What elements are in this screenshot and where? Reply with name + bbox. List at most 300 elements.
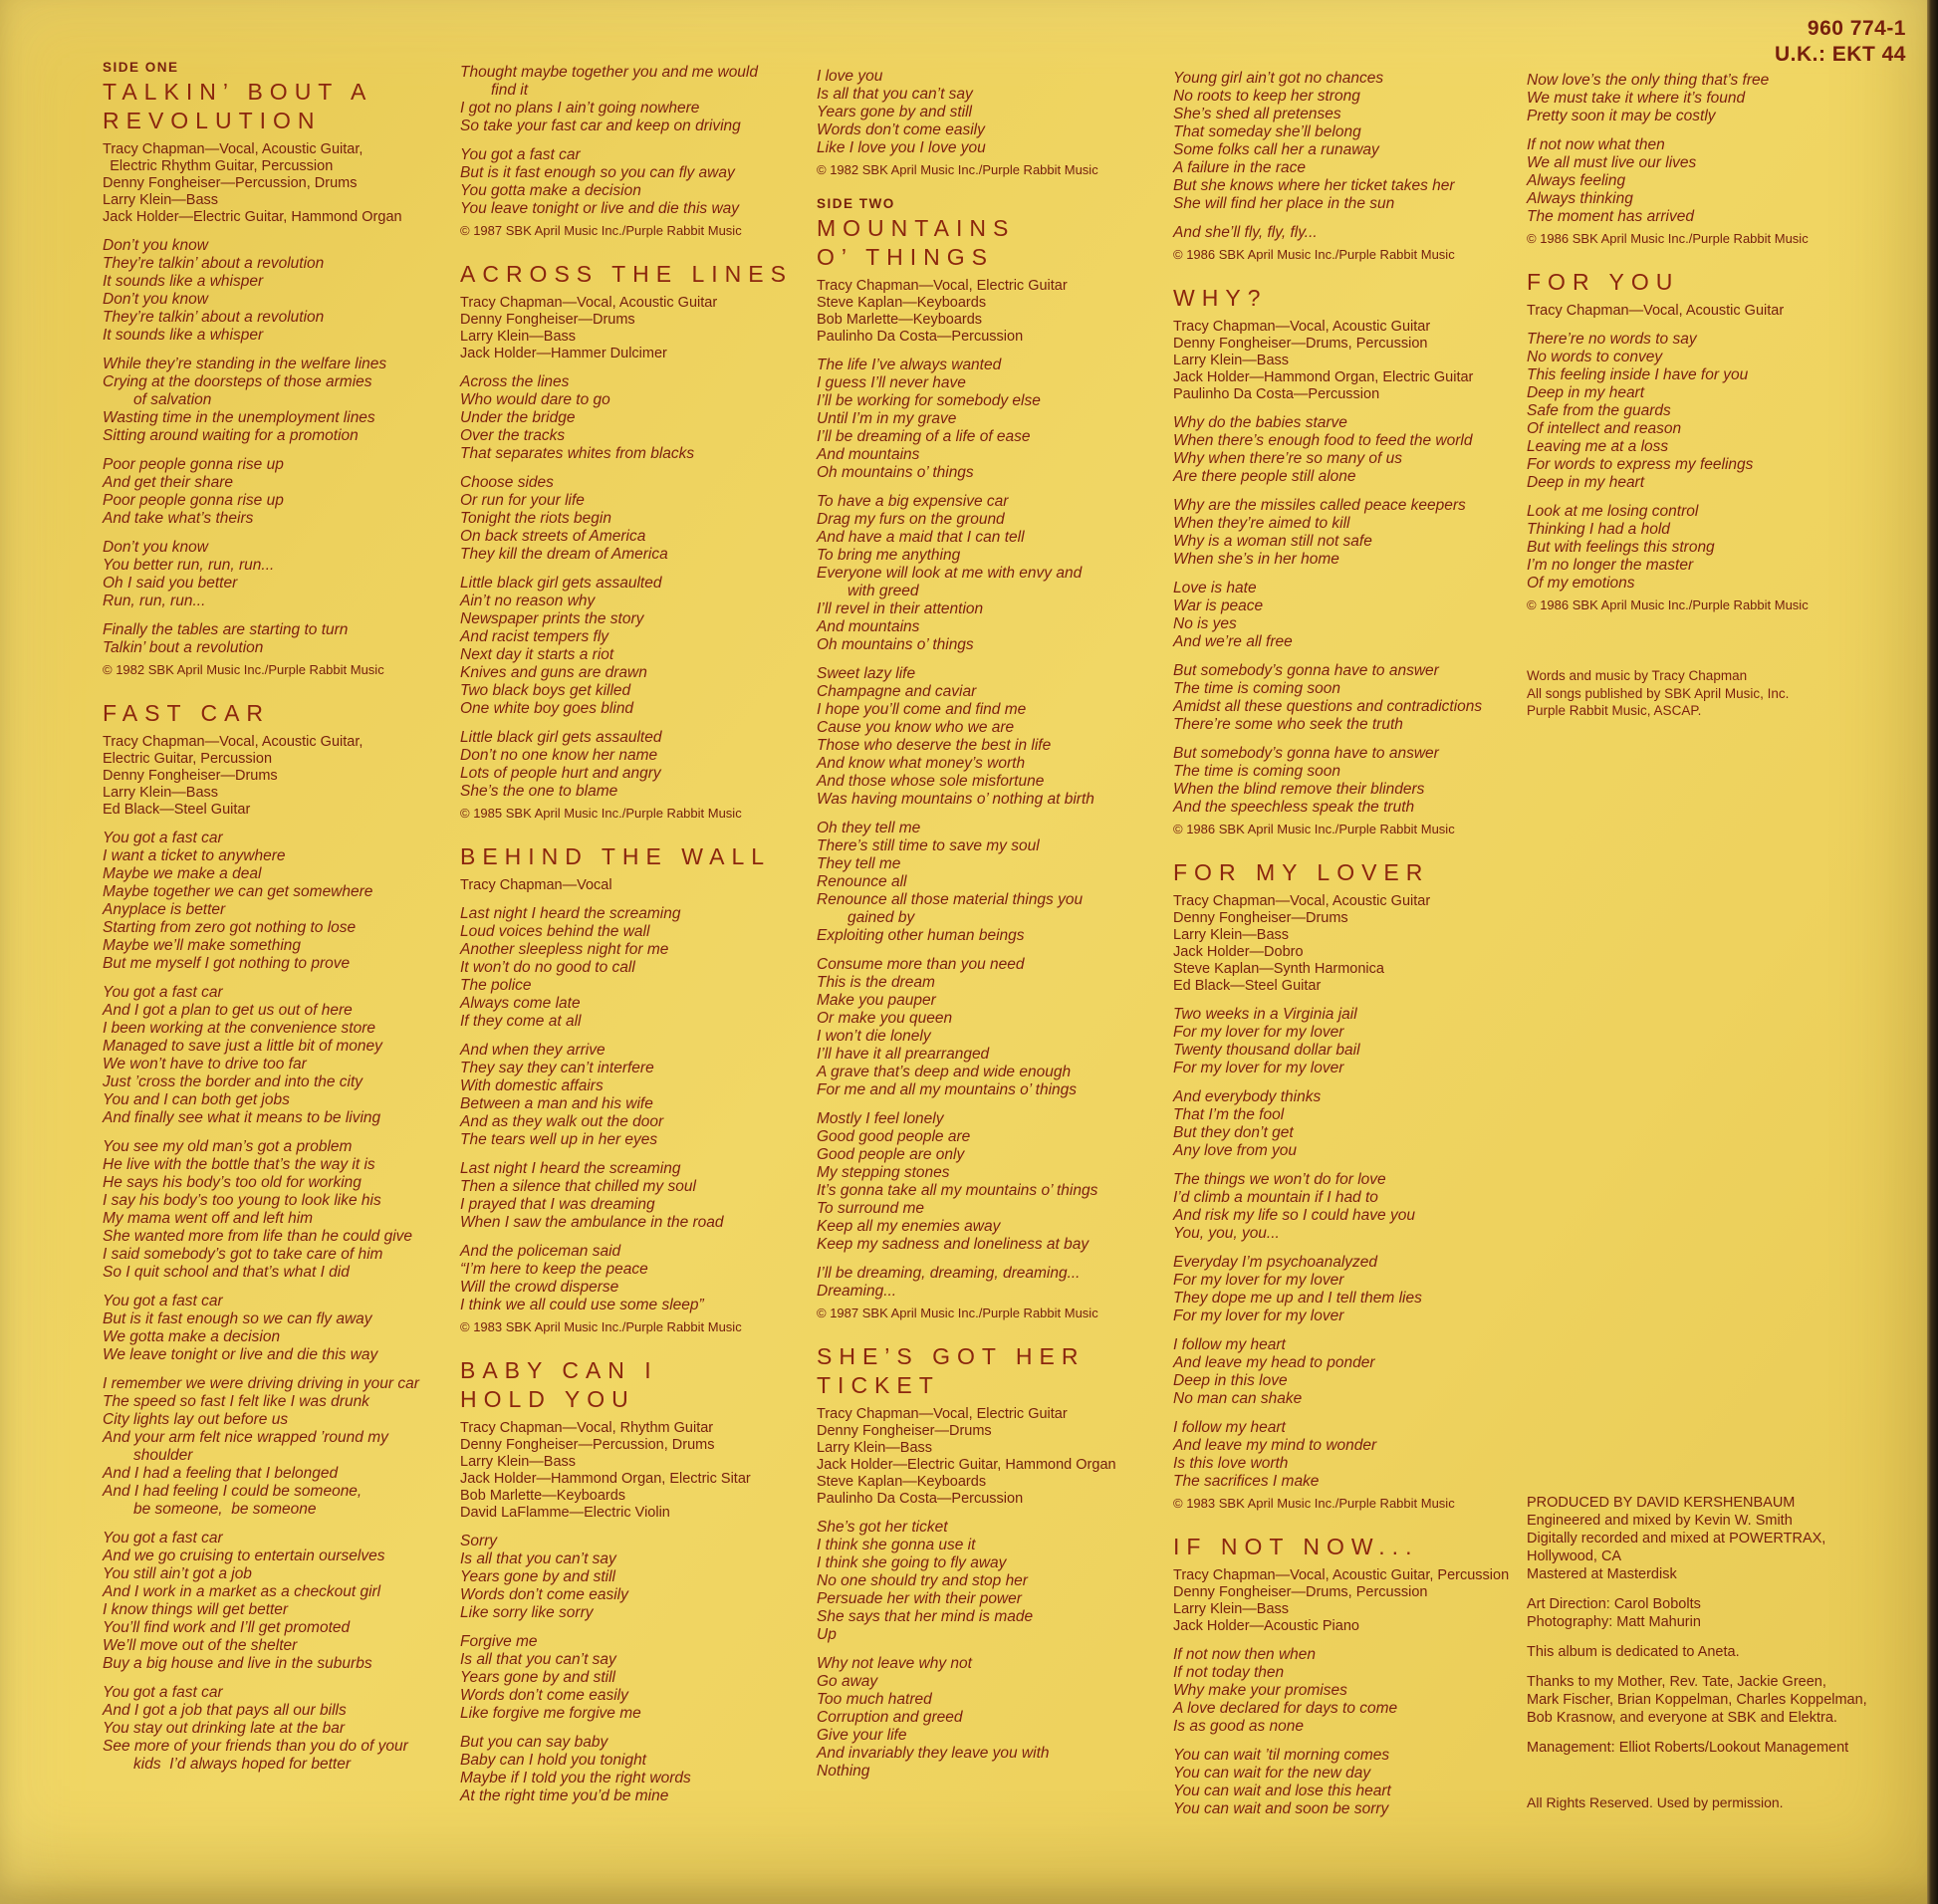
copyright-line: © 1986 SBK April Music Inc./Purple Rabbit Music: [1527, 597, 1809, 612]
lyric-line: Like I love you I love you: [817, 139, 986, 156]
song-credits: [103, 141, 457, 226]
lyric-line: Are there people still alone: [1173, 468, 1356, 485]
publishing-note-line: Words and music by Tracy Chapman: [1527, 668, 1748, 683]
lyric-line: Leaving me at a loss: [1527, 438, 1669, 455]
lyric-stanza: [1173, 1747, 1528, 1818]
lyric-line: I’ll be working for somebody else: [817, 392, 1041, 409]
lyric-stanza: [460, 1533, 815, 1622]
lyric-line: When I saw the ambulance in the road: [460, 1214, 724, 1231]
lyric-line: Oh they tell me: [817, 820, 921, 836]
recording-credit: Digitally recorded and mixed at POWERTRAX,: [1527, 1531, 1826, 1547]
lyric-stanza: [1173, 1336, 1528, 1408]
lyric-line: Amidst all these questions and contradictions: [1173, 698, 1483, 715]
lyric-stanza: [460, 146, 815, 218]
credit-line: Denny Fongheiser—Drums, Percussion: [1173, 336, 1428, 352]
lyric-line: And invariably they leave you with: [817, 1745, 1050, 1762]
lyric-line: Make you pauper: [817, 992, 936, 1009]
copyright-line: © 1986 SBK April Music Inc./Purple Rabbit Music: [1527, 231, 1809, 246]
lyric-stanza: [817, 1519, 1171, 1644]
lyric-line: And we go cruising to entertain ourselves: [103, 1547, 385, 1564]
text-column-4: [1173, 70, 1528, 1818]
lyric-line: A failure in the race: [1173, 159, 1306, 176]
lyric-line: Lots of people hurt and angry: [460, 765, 661, 782]
lyric-line: But they don’t get: [1173, 1124, 1294, 1141]
lyric-line: Ain’t no reason why: [460, 593, 596, 609]
lyric-stanza: [1173, 1088, 1528, 1160]
lyric-stanza: [1173, 745, 1528, 817]
lyric-line: shoulder: [103, 1447, 193, 1464]
lyric-line: Twenty thousand dollar bail: [1173, 1042, 1360, 1059]
lyric-line: Like forgive me forgive me: [460, 1705, 641, 1722]
lyric-line: And I got a plan to get us out of here: [103, 1002, 353, 1019]
copyright-line: © 1982 SBK April Music Inc./Purple Rabbit Music: [817, 162, 1098, 177]
lyric-line: Keep my sadness and loneliness at bay: [817, 1236, 1090, 1253]
photography-credit: Photography: Matt Mahurin: [1527, 1614, 1701, 1630]
lyric-line: Finally the tables are starting to turn: [103, 621, 349, 638]
lyric-line: If not now then when: [1173, 1646, 1317, 1663]
lyric-line: And leave my head to ponder: [1173, 1354, 1375, 1371]
lyric-line: And leave my mind to wonder: [1173, 1437, 1377, 1454]
lyric-line: Everyday I’m psychoanalyzed: [1173, 1254, 1378, 1271]
lyric-stanza: [460, 729, 815, 801]
lyric-stanza: [1173, 1006, 1528, 1077]
lyric-line: I won’t die lonely: [817, 1028, 931, 1045]
credit-line: Denny Fongheiser—Drums: [103, 768, 278, 784]
lyric-line: Up: [817, 1626, 837, 1643]
lyric-stanza: [1527, 72, 1881, 125]
lyric-stanza: [460, 1633, 815, 1723]
credit-line: Tracy Chapman—Vocal: [460, 877, 612, 893]
lyric-stanza: [817, 1265, 1171, 1301]
lyric-line: She’s got her ticket: [817, 1519, 948, 1536]
lyric-line: Will the crowd disperse: [460, 1279, 619, 1296]
lyric-line: Years gone by and still: [460, 1568, 615, 1585]
lyric-line: I’ll revel in their attention: [817, 600, 984, 617]
song-credits: [460, 1420, 815, 1522]
lyric-stanza: [103, 830, 457, 973]
lyric-line: Then a silence that chilled my soul: [460, 1178, 696, 1195]
lyric-line: The sacrifices I make: [1173, 1473, 1320, 1490]
lyric-line: And your arm felt nice wrapped ’round my: [103, 1429, 388, 1446]
lyric-line: For my lover for my lover: [1173, 1024, 1344, 1041]
lyric-line: Now love’s the only thing that’s free: [1527, 72, 1770, 89]
credit-line: Larry Klein—Bass: [817, 1440, 933, 1456]
lyric-stanza: [1173, 224, 1528, 242]
song-credits: [817, 1406, 1171, 1508]
lyric-line: And those whose sole misfortune: [817, 773, 1045, 790]
art-credits-group: [1527, 1595, 1925, 1631]
lyric-line: I follow my heart: [1173, 1419, 1286, 1436]
lyric-line: They kill the dream of America: [460, 546, 668, 563]
lyric-line: I say his body’s too young to look like his: [103, 1192, 381, 1209]
side-label: SIDE ONE: [103, 60, 179, 75]
lyric-line: And mountains: [817, 446, 920, 463]
song-title: [460, 260, 815, 289]
lyric-stanza: [1527, 503, 1881, 593]
lyric-stanza: [1527, 136, 1881, 226]
song-credits: [1173, 1567, 1528, 1635]
catalog-number-uk: U.K.: EKT 44: [1774, 43, 1906, 66]
lyric-line: And everybody thinks: [1173, 1088, 1322, 1105]
credit-line: Jack Holder—Hammond Organ, Electric Sitar: [460, 1471, 751, 1487]
lyric-line: I think we all could use some sleep”: [460, 1297, 704, 1313]
lyric-line: You, you, you...: [1173, 1225, 1280, 1242]
lyric-stanza: [103, 456, 457, 528]
lyric-line: Some folks call her a runaway: [1173, 141, 1379, 158]
lyric-line: Why are the missiles called peace keepers: [1173, 497, 1466, 514]
copyright-line: © 1986 SBK April Music Inc./Purple Rabbit Music: [1173, 822, 1455, 836]
lyric-line: So take your fast car and keep on driving: [460, 118, 741, 134]
lyric-line: of salvation: [103, 391, 212, 408]
credit-line: Tracy Chapman—Vocal, Acoustic Guitar: [460, 295, 718, 311]
lyric-stanza: [1173, 497, 1528, 569]
lyric-stanza: [817, 357, 1171, 482]
lyric-line: We’ll move out of the shelter: [103, 1637, 298, 1654]
lyric-line: Oh mountains o’ things: [817, 464, 974, 481]
lyric-line: Like sorry like sorry: [460, 1604, 594, 1621]
lyric-line: But me myself I got nothing to prove: [103, 955, 351, 972]
credit-line: Larry Klein—Bass: [103, 785, 219, 801]
lyric-line: Good people are only: [817, 1146, 965, 1163]
lyric-stanza: [460, 373, 815, 463]
lyric-line: Years gone by and still: [817, 104, 972, 120]
lyric-line: Is all that you can’t say: [460, 1550, 616, 1567]
lyric-line: Two black boys get killed: [460, 682, 631, 699]
lyric-line: My mama went off and left him: [103, 1210, 314, 1227]
song-title-line: BEHIND THE WALL: [460, 843, 772, 869]
credit-line: Tracy Chapman—Vocal, Electric Guitar: [817, 278, 1068, 294]
song-title-line: ACROSS THE LINES: [460, 261, 793, 287]
song-credits: [817, 278, 1171, 346]
lyric-stanza: [460, 1160, 815, 1232]
song-title-line: FOR YOU: [1527, 269, 1680, 295]
song-title: [460, 842, 815, 871]
lyric-line: Cause you know who we are: [817, 719, 1015, 736]
credit-line: Larry Klein—Bass: [460, 1454, 577, 1470]
lyric-line: Run, run, run...: [103, 593, 206, 609]
song-title: [103, 78, 457, 135]
side-label: SIDE TWO: [817, 196, 895, 211]
lyric-line: Choose sides: [460, 474, 554, 491]
lyric-stanza: [460, 474, 815, 564]
song-credits: [103, 734, 457, 819]
lyric-line: Baby can I hold you tonight: [460, 1752, 646, 1769]
lyric-line: She’s shed all pretenses: [1173, 106, 1341, 122]
lyric-line: The time is coming soon: [1173, 680, 1340, 697]
song-title: [817, 1342, 1171, 1400]
lyric-line: Little black girl gets assaulted: [460, 729, 662, 746]
recording-credit-location: Hollywood, CA: [1527, 1548, 1622, 1564]
lyric-stanza: [1173, 414, 1528, 486]
lyric-stanza: [103, 1375, 457, 1519]
lyric-line: kids I’d always hoped for better: [103, 1756, 351, 1773]
lyric-line: She says that her mind is made: [817, 1608, 1034, 1625]
lyric-line: You gotta make a decision: [460, 182, 641, 199]
lyric-line: The life I’ve always wanted: [817, 357, 1002, 373]
lyric-stanza: [1173, 662, 1528, 734]
lyric-line: I got no plans I ain’t going nowhere: [460, 100, 700, 117]
lyric-line: I guess I’ll never have: [817, 374, 966, 391]
lyric-line: And we’re all free: [1173, 633, 1293, 650]
lyric-line: You leave tonight or live and die this way: [460, 200, 740, 217]
lyric-stanza: [460, 575, 815, 718]
lyric-line: One white boy goes blind: [460, 700, 634, 717]
lyric-line: There’s still time to save my soul: [817, 837, 1040, 854]
credit-line: Jack Holder—Acoustic Piano: [1173, 1618, 1359, 1634]
lyric-line: Words don’t come easily: [817, 121, 985, 138]
lyric-line: When there’s enough food to feed the world: [1173, 432, 1473, 449]
lyric-line: When they’re aimed to kill: [1173, 515, 1350, 532]
credit-line: Larry Klein—Bass: [1173, 1601, 1290, 1617]
lyric-line: She’s the one to blame: [460, 783, 618, 800]
lyric-line: You got a fast car: [103, 830, 223, 846]
lyric-line: It’s gonna take all my mountains o’ things: [817, 1182, 1098, 1199]
lyric-stanza: [1173, 1419, 1528, 1491]
lyric-line: Maybe together we can get somewhere: [103, 883, 373, 900]
lyric-line: Was having mountains o’ nothing at birth: [817, 791, 1094, 808]
lyric-line: You got a fast car: [103, 1293, 223, 1309]
art-direction-credit: Art Direction: Carol Bobolts: [1527, 1596, 1701, 1612]
lyric-line: For my lover for my lover: [1173, 1308, 1344, 1324]
lyric-line: Sweet lazy life: [817, 665, 916, 682]
lyric-line: On back streets of America: [460, 528, 646, 545]
credit-line: Larry Klein—Bass: [1173, 353, 1290, 368]
lyric-line: And take what’s theirs: [103, 510, 254, 527]
lyric-line: You better run, run, run...: [103, 557, 275, 574]
lyric-line: And I got a job that pays all our bills: [103, 1702, 347, 1719]
lyric-stanza: [817, 820, 1171, 945]
lyric-stanza: [1173, 1254, 1528, 1325]
lyric-line: For my lover for my lover: [1173, 1272, 1344, 1289]
lyric-line: Knives and guns are drawn: [460, 664, 647, 681]
song-title-line: FOR MY LOVER: [1173, 859, 1430, 885]
credit-line: Larry Klein—Bass: [460, 329, 577, 345]
lyric-stanza: [817, 1655, 1171, 1781]
lyric-line: Is all that you can’t say: [817, 86, 973, 103]
thanks-group: [1527, 1673, 1925, 1727]
lyric-line: Last night I heard the screaming: [460, 1160, 681, 1177]
lyric-line: Why is a woman still not safe: [1173, 533, 1372, 550]
lyric-stanza: [460, 1042, 815, 1149]
thanks-line: Bob Krasnow, and everyone at SBK and Elektra.: [1527, 1710, 1837, 1726]
lyric-line: They’re talkin’ about a revolution: [103, 255, 325, 272]
lyric-line: Dreaming...: [817, 1283, 897, 1300]
lyric-line: You can wait and lose this heart: [1173, 1783, 1391, 1799]
lyric-line: Oh I said you better: [103, 575, 238, 592]
lyric-stanza: [103, 1293, 457, 1364]
lyric-stanza: [817, 1110, 1171, 1254]
lyric-stanza: [460, 1243, 815, 1314]
credit-line: Tracy Chapman—Vocal, Acoustic Guitar,: [103, 734, 363, 750]
lyric-line: Persuade her with their power: [817, 1590, 1022, 1607]
credit-line: Tracy Chapman—Vocal, Acoustic Guitar,: [103, 141, 363, 157]
credit-line: Tracy Chapman—Vocal, Acoustic Guitar: [1173, 893, 1431, 909]
lyric-line: Look at me losing control: [1527, 503, 1699, 520]
lyric-line: I prayed that I was dreaming: [460, 1196, 655, 1213]
lyric-line: My stepping stones: [817, 1164, 950, 1181]
lyric-line: It sounds like a whisper: [103, 273, 264, 290]
lyric-line: Is as good as none: [1173, 1718, 1304, 1735]
song-credits: [1527, 303, 1881, 320]
credit-line: Denny Fongheiser—Drums, Percussion: [1173, 1584, 1428, 1600]
lyric-line: If not today then: [1173, 1664, 1285, 1681]
lyric-line: They’re talkin’ about a revolution: [103, 309, 325, 326]
lyric-line: She wanted more from life than he could give: [103, 1228, 413, 1245]
lyric-line: Maybe we’ll make something: [103, 937, 302, 954]
lyric-line: Between a man and his wife: [460, 1095, 653, 1112]
song-credits: [1173, 893, 1528, 995]
text-column-1: [103, 60, 457, 1774]
lyric-line: And know what money’s worth: [817, 755, 1026, 772]
credit-line: Tracy Chapman—Vocal, Rhythm Guitar: [460, 1420, 714, 1436]
lyric-stanza: [103, 984, 457, 1127]
mastering-credit: Mastered at Masterdisk: [1527, 1566, 1677, 1582]
lyric-line: Why when there’re so many of us: [1173, 450, 1403, 467]
lyric-line: He says his body’s too old for working: [103, 1174, 362, 1191]
lyric-line: There’re some who seek the truth: [1173, 716, 1403, 733]
lyric-line: I’ll be dreaming of a life of ease: [817, 428, 1031, 445]
lyric-line: Over the tracks: [460, 427, 566, 444]
credit-line: Bob Marlette—Keyboards: [817, 312, 983, 328]
lyric-line: Don’t you know: [103, 291, 208, 308]
song-title-line: TALKIN’ BOUT A: [103, 79, 373, 105]
text-column-5: [1527, 72, 1881, 720]
song-title-line: WHY?: [1173, 285, 1268, 311]
lyric-line: Under the bridge: [460, 409, 576, 426]
lyric-line: This feeling inside I have for you: [1527, 366, 1749, 383]
lyric-line: You got a fast car: [103, 1530, 223, 1547]
lyric-stanza: [460, 64, 815, 135]
lyric-stanza: [103, 539, 457, 610]
lyric-line: Poor people gonna rise up: [103, 492, 284, 509]
lyric-line: Thinking I had a hold: [1527, 521, 1670, 538]
lyric-line: Words don’t come easily: [460, 1586, 628, 1603]
lyric-line: Or make you queen: [817, 1010, 953, 1027]
song-title-line: REVOLUTION: [103, 108, 322, 133]
credit-line: Denny Fongheiser—Drums: [1173, 910, 1348, 926]
lyric-line: And risk my life so I could have you: [1173, 1207, 1415, 1224]
lyric-line: You see my old man’s got a problem: [103, 1138, 353, 1155]
lyric-line: A love declared for days to come: [1173, 1700, 1398, 1717]
lyric-line: He live with the bottle that’s the way it is: [103, 1156, 375, 1173]
sleeve-edge: [1927, 0, 1938, 1904]
credit-line: Electric Guitar, Percussion: [103, 751, 273, 767]
lyric-line: The moment has arrived: [1527, 208, 1694, 225]
lyric-line: To have a big expensive car: [817, 493, 1009, 510]
song-title-line: MOUNTAINS: [817, 215, 1016, 241]
lyric-line: We won’t have to drive too far: [103, 1056, 307, 1072]
lyric-line: And when they arrive: [460, 1042, 606, 1059]
lyric-line: The police: [460, 977, 532, 994]
lyric-line: Of intellect and reason: [1527, 420, 1682, 437]
lyric-line: Years gone by and still: [460, 1669, 615, 1686]
lyric-line: Little black girl gets assaulted: [460, 575, 662, 592]
lyric-stanza: [1173, 1646, 1528, 1736]
lyric-line: Talkin’ bout a revolution: [103, 639, 264, 656]
lyric-line: That I’m the fool: [1173, 1106, 1285, 1123]
lyric-line: Loud voices behind the wall: [460, 923, 650, 940]
lyric-line: I’d climb a mountain if I had to: [1173, 1189, 1378, 1206]
lyric-line: That someday she’ll belong: [1173, 123, 1361, 140]
song-credits: [1173, 319, 1528, 403]
lyric-line: There’re no words to say: [1527, 331, 1697, 348]
song-credits: [460, 295, 815, 362]
lyric-line: Keep all my enemies away: [817, 1218, 1001, 1235]
lyric-line: The time is coming soon: [1173, 763, 1340, 780]
song-title: [1173, 1533, 1528, 1561]
copyright-line: © 1982 SBK April Music Inc./Purple Rabbit Music: [103, 662, 384, 677]
lyric-line: Those who deserve the best in life: [817, 737, 1052, 754]
lyric-line: We leave tonight or live and die this way: [103, 1346, 378, 1363]
lyric-line: with greed: [817, 583, 919, 599]
lyric-line: Too much hatred: [817, 1691, 932, 1708]
credit-line: Bob Marlette—Keyboards: [460, 1488, 626, 1504]
lyric-line: For me and all my mountains o’ things: [817, 1081, 1078, 1098]
lyric-line: Consume more than you need: [817, 956, 1025, 973]
song-title: [1527, 268, 1881, 297]
credit-line: Tracy Chapman—Vocal, Acoustic Guitar: [1173, 319, 1431, 335]
lyric-line: If they come at all: [460, 1013, 582, 1030]
lyric-stanza: [817, 665, 1171, 809]
lyric-line: But she knows where her ticket takes her: [1173, 177, 1455, 194]
lyric-line: Anyplace is better: [103, 901, 226, 918]
credit-line: Larry Klein—Bass: [1173, 927, 1290, 943]
lyric-stanza: [1173, 1171, 1528, 1243]
credit-line: Jack Holder—Hammond Organ, Electric Guitar: [1173, 369, 1474, 385]
lyric-line: You got a fast car: [103, 984, 223, 1001]
credit-line: Paulinho Da Costa—Percussion: [1173, 386, 1380, 402]
lyric-line: I said somebody’s got to take care of him: [103, 1246, 383, 1263]
lyric-stanza: [103, 237, 457, 345]
lyric-line: Why make your promises: [1173, 1682, 1347, 1699]
thanks-line: Mark Fischer, Brian Koppelman, Charles Koppelman,: [1527, 1692, 1867, 1708]
lyric-line: Forgive me: [460, 1633, 538, 1650]
copyright-line: © 1986 SBK April Music Inc./Purple Rabbit Music: [1173, 247, 1455, 262]
lyric-line: Another sleepless night for me: [460, 941, 669, 958]
lyric-line: And I had feeling I could be someone,: [103, 1483, 363, 1500]
song-title-line: O’ THINGS: [817, 244, 995, 270]
credit-line: Steve Kaplan—Keyboards: [817, 1474, 987, 1490]
credit-line: Denny Fongheiser—Percussion, Drums: [460, 1437, 715, 1453]
management-group: [1527, 1739, 1925, 1757]
lyric-line: The things we won’t do for love: [1173, 1171, 1386, 1188]
credit-line: Tracy Chapman—Vocal, Electric Guitar: [817, 1406, 1068, 1422]
lyric-line: To bring me anything: [817, 547, 961, 564]
lyric-line: Maybe if I told you the right words: [460, 1770, 691, 1786]
credit-line: Ed Black—Steel Guitar: [103, 802, 251, 818]
lyric-stanza: [1527, 331, 1881, 492]
lyric-line: Give your life: [817, 1727, 907, 1744]
lyric-line: While they’re standing in the welfare lines: [103, 356, 387, 372]
lyric-stanza: [460, 1734, 815, 1805]
lyric-line: You and I can both get jobs: [103, 1091, 290, 1108]
production-credits: [1527, 1494, 1925, 1757]
lyric-line: If not now what then: [1527, 136, 1665, 153]
lyric-line: That separates whites from blacks: [460, 445, 695, 462]
lyric-line: Thought maybe together you and me would: [460, 64, 758, 81]
credit-line: Denny Fongheiser—Drums: [817, 1423, 992, 1439]
lyric-line: Good good people are: [817, 1128, 971, 1145]
lyric-line: And finally see what it means to be living: [103, 1109, 381, 1126]
credit-line: Paulinho Da Costa—Percussion: [817, 329, 1024, 345]
lyric-line: Go away: [817, 1673, 878, 1690]
lyric-line: When the blind remove their blinders: [1173, 781, 1425, 798]
lyric-line: Is this love worth: [1173, 1455, 1289, 1472]
lyric-line: Corruption and greed: [817, 1709, 963, 1726]
credit-line: Tracy Chapman—Vocal, Acoustic Guitar: [1527, 303, 1785, 319]
lyric-line: And she’ll fly, fly, fly...: [1173, 224, 1318, 241]
lyric-line: No words to convey: [1527, 349, 1663, 365]
